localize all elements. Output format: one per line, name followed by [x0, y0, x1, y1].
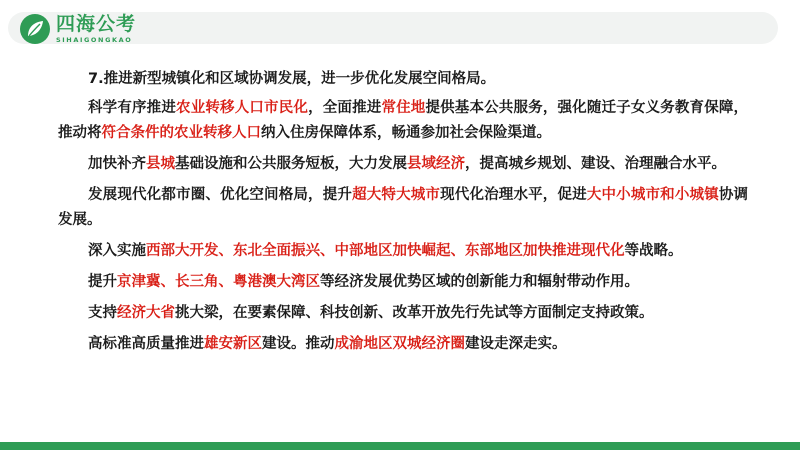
text-run: 加快补齐: [88, 156, 146, 172]
text-run: 提供基本公共服务，强化随迁子女义务教育保障，推动将: [58, 100, 749, 141]
footer-bar: [0, 442, 800, 450]
highlighted-term: 符合条件的农业转移人口: [101, 125, 261, 141]
highlighted-term: 大中小城市和小城镇: [586, 187, 719, 203]
paragraph: [58, 301, 748, 326]
paragraph: [58, 270, 748, 295]
text-run: 挑大梁，在要素保障、科技创新、改革开放先行先试等方面制定支持政策。: [175, 305, 654, 321]
text-run: 协调发展。: [58, 187, 749, 228]
highlighted-term: 京津冀、长三角、粤港澳大湾区: [117, 274, 320, 290]
document-body: [58, 67, 748, 363]
text-run: 纳入住房保障体系，畅通参加社会保险渠道。: [261, 125, 551, 141]
highlighted-term: 经济大省: [117, 305, 175, 321]
paragraph: [58, 96, 748, 146]
highlighted-term: 西部大开发、东北全面振兴、中部地区加快崛起、东部地区加快推进现代化: [146, 243, 625, 259]
leaf-logo-icon: [20, 14, 50, 44]
highlighted-term: 县城: [146, 156, 175, 172]
highlighted-term: 常住地: [381, 100, 426, 116]
highlighted-term: 农业转移人口市民化: [176, 100, 309, 116]
text-run: 等经济发展优势区域的创新能力和辐射带动作用。: [320, 274, 639, 290]
paragraph: [58, 183, 748, 233]
text-run: 基础设施和公共服务短板，大力发展: [175, 156, 407, 172]
logo-title: 四海公考: [56, 12, 137, 35]
text-run: 现代化治理水平，促进: [440, 187, 587, 203]
paragraph: [58, 239, 748, 264]
paragraph: [58, 332, 748, 357]
text-run: 建设。推动: [262, 336, 335, 352]
text-run: 发展现代化都市圈、优化空间格局，提升: [88, 187, 353, 203]
highlighted-term: 雄安新区: [204, 336, 262, 352]
section-heading: [58, 67, 748, 92]
logo: [20, 10, 190, 48]
text-run: 等战略。: [624, 243, 683, 259]
text-run: 深入实施: [88, 243, 146, 259]
text-run: 高标准高质量推进: [88, 336, 204, 352]
text-run: 建设走深走实。: [465, 336, 567, 352]
text-run: ，全面推进: [308, 100, 382, 116]
highlighted-term: 成渝地区双城经济圈: [334, 336, 465, 352]
text-run: 支持: [88, 305, 117, 321]
highlighted-term: 超大特大城市: [352, 187, 441, 203]
paragraph: [58, 152, 748, 177]
text-run: 提升: [88, 274, 117, 290]
text-run: 科学有序推进: [88, 100, 177, 116]
text-run: ，提高城乡规划、建设、治理融合水平。: [465, 156, 726, 172]
logo-subtitle: SIHAIGONGKAO: [56, 35, 133, 44]
text-run: 7.推进新型城镇化和区域协调发展，进一步优化发展空间格局。: [88, 71, 496, 87]
highlighted-term: 县域经济: [407, 156, 465, 172]
